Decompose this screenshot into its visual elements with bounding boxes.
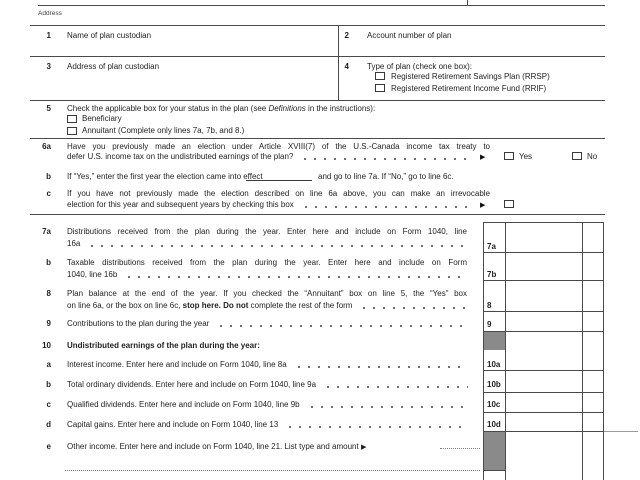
- line6a-text-line2: defer U.S. income tax on the undistributed earnings of the plan?: [67, 152, 294, 161]
- amount-box-10d[interactable]: [506, 413, 602, 431]
- line6c-number: c: [46, 189, 51, 198]
- line6a-pointer-icon: ▶: [480, 154, 486, 161]
- row1-bottom-rule: [30, 56, 605, 57]
- line7b-dot-leader: [124, 276, 468, 278]
- first-year-entry-blank[interactable]: [246, 172, 312, 181]
- rrif-label: Registered Retirement Income Fund (RRIF): [391, 84, 547, 93]
- line1-number: 1: [46, 31, 51, 40]
- box-label-10c: 10c: [487, 400, 501, 409]
- line8-line2-bold: stop here. Do not: [182, 301, 249, 310]
- line6a-yes-label: Yes: [519, 152, 533, 161]
- line10b-text: Total ordinary dividends. Enter here and include on Form 1040, line 9a: [67, 380, 317, 389]
- rrsp-label: Registered Retirement Savings Plan (RRSP): [391, 72, 550, 81]
- line6a-dot-leader: [300, 158, 474, 160]
- line5-text-post: in the instructions):: [305, 104, 376, 113]
- line10c-number: c: [46, 400, 51, 409]
- amount-box-10b[interactable]: [506, 371, 602, 392]
- line8-text-line1: Plan balance at the end of the year. If you checked the “Annuitant” box on line 5, the “Yes” box: [67, 289, 467, 298]
- section-divider-rule: [30, 214, 605, 215]
- line9-number: 9: [46, 319, 51, 328]
- line10e-text: Other income. Enter here and include on Form 1040, line 21. List type and amount: [67, 442, 359, 451]
- line5-bottom-rule: [30, 138, 605, 139]
- line7a-number: 7a: [42, 227, 51, 236]
- line8-text-line2-row: [67, 300, 471, 311]
- other-income-type-blank[interactable]: [440, 440, 480, 449]
- line7a-text-line1: Distributions received from the plan during the year. Enter here and include on Form 1040, line: [67, 227, 467, 236]
- line5-text-italic: Definitions: [268, 104, 306, 113]
- amount-box-7a[interactable]: [506, 223, 602, 251]
- line8-line2-post: complete the rest of the form: [248, 301, 353, 310]
- amount-box-9[interactable]: [506, 312, 602, 331]
- line8-text-line2: [67, 300, 352, 311]
- box-label-7b: 7b: [487, 270, 497, 279]
- line1-label: Name of plan custodian: [67, 31, 152, 40]
- amount-box-7b[interactable]: [506, 253, 602, 280]
- box-label-10a: 10a: [487, 360, 501, 369]
- line10a-number: a: [46, 360, 51, 369]
- annuitant-checkbox[interactable]: [67, 127, 77, 135]
- line10c-text: Qualified dividends. Enter here and include on Form 1040, line 9b: [67, 400, 300, 409]
- line3-number: 3: [46, 62, 51, 71]
- line9-text: Contributions to the plan during the year: [67, 319, 210, 328]
- line6a-text-line1: Have you previously made an election under Article XVIII(7) of the U.S.-Canada income tax treaty to: [67, 142, 490, 151]
- shaded-cell-line10e: [484, 432, 505, 470]
- line6a-no-label: No: [587, 152, 598, 161]
- amount-box-10c[interactable]: [506, 393, 602, 412]
- line6c-text-line2-row: [67, 199, 477, 210]
- account-number-field[interactable]: [345, 40, 600, 55]
- line5-text-pre: Check the applicable box for your status in the plan (see: [67, 104, 269, 113]
- amount-box-10a[interactable]: [506, 332, 602, 370]
- line7b-number: b: [46, 258, 51, 267]
- line7b-text-line2: 1040, line 16b: [67, 270, 118, 279]
- line5-number: 5: [46, 104, 51, 113]
- line10d-number: d: [46, 420, 51, 429]
- line6a-text-line2-row: [67, 151, 477, 162]
- line9-dot-leader: [216, 325, 468, 327]
- rrsp-checkbox[interactable]: [375, 72, 385, 80]
- line6b-number: b: [46, 172, 51, 181]
- line6a-yes-checkbox[interactable]: [504, 152, 514, 160]
- table-hline-10d-overrun: [604, 431, 638, 432]
- line10b-number: b: [46, 380, 51, 389]
- beneficiary-label: Beneficiary: [82, 114, 122, 123]
- line7a-text-line2: 16a: [67, 239, 81, 248]
- line10a-text: Interest income. Enter here and include on Form 1040, line 8a: [67, 360, 287, 369]
- line10e-text-row: [67, 441, 366, 453]
- line6a-no-checkbox[interactable]: [572, 152, 582, 160]
- line10b-dot-leader: [323, 386, 468, 388]
- line6c-text-line2: election for this year and subsequent years by checking this box: [67, 200, 294, 209]
- row3-bottom-rule: [30, 100, 605, 101]
- line10b-text-row: [67, 379, 471, 390]
- address-bottom-rule: [30, 25, 605, 26]
- rrif-checkbox[interactable]: [375, 84, 385, 92]
- plan-custodian-name-field[interactable]: [35, 40, 335, 55]
- line6b-text1: If “Yes,” enter the first year the election came into effect: [67, 172, 263, 181]
- line6c-text-line1: If you have not previously made the election described on line 6a above, you can make an irrevocable: [67, 189, 490, 198]
- line10-header: Undistributed earnings of the plan during the year:: [67, 341, 260, 350]
- line10d-dot-leader: [285, 426, 468, 428]
- line2-label: Account number of plan: [367, 31, 452, 40]
- amount-box-8[interactable]: [506, 281, 602, 311]
- line10a-dot-leader: [294, 366, 468, 368]
- other-income-continuation-blank[interactable]: [65, 462, 480, 471]
- line7a-text-line2-row: [67, 238, 471, 249]
- line2-number: 2: [344, 31, 349, 40]
- line7a-dot-leader: [87, 245, 468, 247]
- box-label-8: 8: [487, 301, 492, 310]
- line10d-text-row: [67, 419, 471, 430]
- plan-custodian-address-field[interactable]: [35, 72, 335, 98]
- box-label-7a: 7a: [487, 242, 496, 251]
- beneficiary-checkbox[interactable]: [67, 115, 77, 123]
- line6c-dot-leader: [301, 206, 474, 208]
- line7b-text-line1: Taxable distributions received from the plan during the year. Enter here and include on Form: [67, 258, 467, 267]
- line4-label: Type of plan (check one box):: [367, 62, 472, 71]
- line6c-pointer-icon: ▶: [480, 202, 486, 209]
- line10c-text-row: [67, 399, 471, 410]
- line6a-number: 6a: [42, 142, 51, 151]
- line8-line2-pre: on line 6a, or the box on line 6c,: [67, 301, 183, 310]
- amount-box-10e[interactable]: [506, 432, 602, 480]
- annuitant-label: Annuitant (Complete only lines 7a, 7b, and 8.): [82, 126, 245, 135]
- box-label-10b: 10b: [487, 380, 501, 389]
- line10e-number: e: [46, 442, 51, 451]
- line10c-dot-leader: [307, 406, 468, 408]
- address-field-label: Address: [38, 10, 62, 17]
- table-vline-right: [603, 222, 604, 480]
- line6b-text2: and go to line 7a. If “No,” go to line 6c.: [318, 172, 454, 181]
- box-label-9: 9: [487, 320, 492, 329]
- line10a-text-row: [67, 359, 471, 370]
- box-label-10d: 10d: [487, 420, 501, 429]
- line10d-text: Capital gains. Enter here and include on Form 1040, line 13: [67, 420, 279, 429]
- line8-number: 8: [46, 289, 51, 298]
- table-hline-shaded-bottom: [483, 470, 505, 471]
- shaded-cell-line10: [484, 332, 505, 350]
- line10-number: 10: [42, 341, 51, 350]
- line3-label: Address of plan custodian: [67, 62, 160, 71]
- line8-dot-leader: [359, 307, 468, 309]
- line7b-text-line2-row: [67, 269, 471, 280]
- top-rule: [38, 5, 605, 6]
- line4-number: 4: [344, 62, 349, 71]
- line9-text-row: [67, 318, 471, 329]
- line10e-pointer-icon: ▶: [360, 444, 367, 451]
- line6c-election-checkbox[interactable]: [504, 200, 514, 208]
